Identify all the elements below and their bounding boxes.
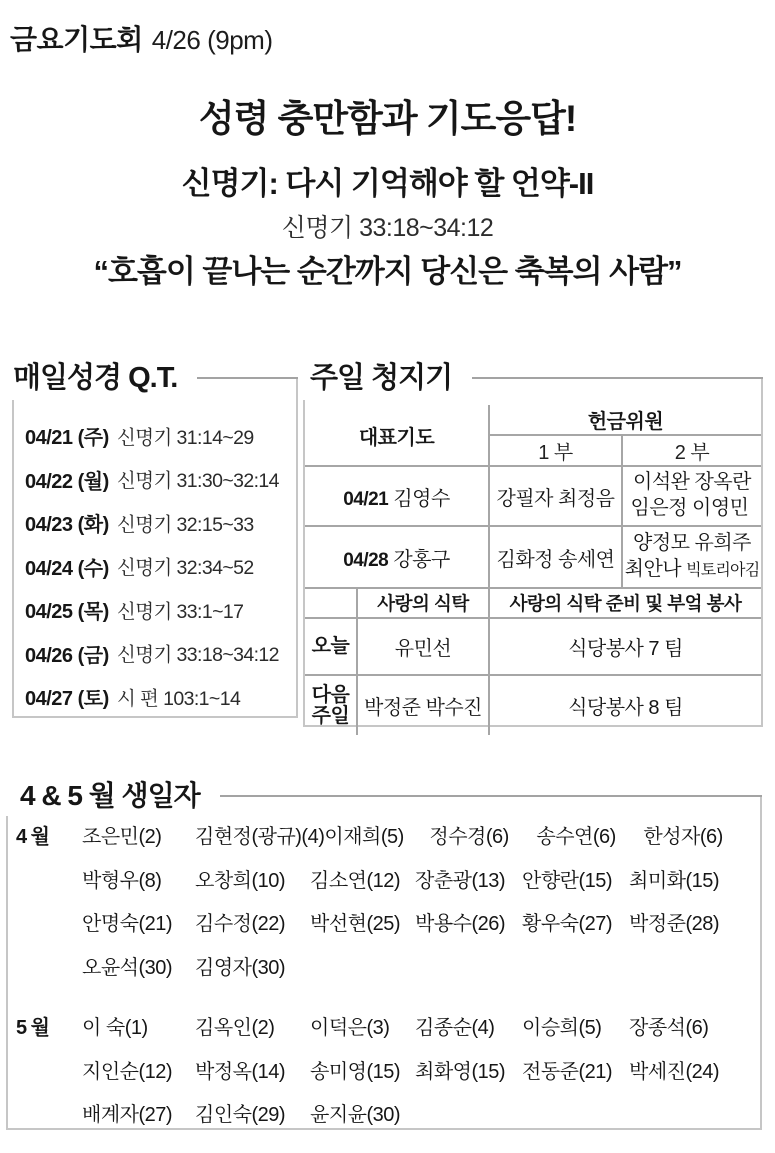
name-row [82, 1094, 760, 1138]
sermon-quote: “호흡이 끝나는 순간까지 당신은 축복의 사람” [93, 254, 682, 289]
meal-team-cell: 식당봉사 7 팀 [489, 618, 761, 675]
birthday-name: 박형우(8) [82, 869, 162, 892]
birthday-name: 김수정(22) [195, 913, 286, 935]
sunday-stewards-section [303, 356, 763, 727]
name-row [82, 816, 760, 860]
meal-team-cell: 식당봉사 8 팀 [489, 675, 761, 735]
stewards-rule [472, 377, 763, 379]
prayer-cell [305, 526, 489, 588]
qt-row [25, 414, 296, 458]
birthday-name: 윤지윤(30) [310, 1104, 401, 1126]
birthday-name: 오창희(10) [195, 869, 286, 892]
qt-reading: 신명기 33:1~17 [117, 600, 244, 623]
birthday-name: 박용수(26) [415, 913, 506, 935]
birthday-name: 이재희(5) [324, 826, 404, 848]
table-row [305, 618, 761, 675]
offering1-cell: 김화정 송세연 [489, 526, 622, 588]
table-row [305, 675, 761, 735]
sermon-series-title: 신명기: 다시 기억해야 할 언약-II [181, 166, 594, 201]
service1-label-cell: 1 부 [489, 435, 622, 466]
table-row [305, 405, 761, 435]
meal-host-cell: 박정준 박수진 [357, 675, 489, 735]
offering2-cell [622, 526, 761, 588]
birthday-name: 한성자(6) [643, 826, 723, 848]
kitchen-header-cell: 사랑의 식탁 준비 및 부엌 봉사 [489, 588, 761, 618]
meal-host-cell: 유민선 [357, 618, 489, 675]
may-names [82, 1007, 760, 1138]
stewards-table [305, 405, 761, 735]
prayer-header-cell: 대표기도 [305, 405, 489, 466]
offering2-names: 임은정 이영민 [630, 497, 749, 519]
qt-reading: 시 편 103:1~14 [117, 687, 241, 710]
birthday-name: 김종순(4) [415, 1017, 495, 1039]
qt-reading: 신명기 31:14~29 [117, 426, 254, 449]
name-row [82, 1051, 760, 1095]
birthday-name: 이승희(5) [522, 1017, 602, 1039]
offering2-line: 양정모 유희주 [633, 532, 751, 554]
birthday-name: 김영자(30) [195, 956, 286, 979]
qt-date: 04/24 (수) [25, 557, 109, 580]
birthday-name: 전동준(21) [522, 1060, 613, 1083]
stewards-box [303, 377, 763, 727]
daily-qt-section [12, 356, 298, 718]
offering2-line: 이석완 장옥란 [633, 471, 751, 493]
birthday-name: 김현정(광규)(4) [195, 826, 325, 848]
daily-qt-rule [197, 377, 298, 379]
qt-reading: 신명기 31:30~32:14 [117, 470, 279, 493]
birthday-name: 김인숙(29) [195, 1104, 286, 1126]
birthdays-rule [220, 795, 762, 797]
birthdays-header [6, 776, 762, 816]
daily-qt-box [12, 377, 298, 718]
qt-date: 04/22 (월) [25, 470, 109, 493]
april-group [16, 816, 760, 990]
birthday-name: 안향란(15) [522, 869, 613, 892]
birthdays-title: 4 & 5 월 생일자 [6, 776, 220, 816]
empty-cell [305, 588, 357, 618]
stewards-header [303, 356, 763, 400]
qt-date: 04/23 (화) [25, 514, 109, 537]
birthday-name: 최미화(15) [629, 869, 720, 892]
birthday-name: 박정옥(14) [195, 1060, 286, 1083]
birthday-name: 장종석(6) [629, 1017, 709, 1039]
offering2-cell [622, 466, 761, 526]
birthdays-section [6, 776, 762, 1130]
name-row [82, 947, 760, 991]
name-row [82, 903, 760, 947]
qt-date: 04/21 (주) [25, 427, 109, 450]
offering2-names-small: 빅토리아김 [686, 562, 760, 579]
qt-row [25, 458, 296, 502]
meal-when-cell [305, 675, 357, 735]
birthdays-box [6, 795, 762, 1130]
meeting-title: 금요기도회 [10, 24, 143, 55]
daily-qt-header [12, 356, 298, 400]
qt-reading: 신명기 33:18~34:12 [117, 644, 279, 667]
qt-row [25, 588, 296, 632]
birthday-name: 김소연(12) [310, 869, 401, 892]
birthday-name: 황우숙(27) [522, 913, 613, 935]
month-label: 5 월 [16, 1017, 49, 1039]
service2-label-cell: 2 부 [622, 435, 761, 466]
qt-row [25, 632, 296, 676]
birthday-name: 이덕은(3) [310, 1017, 390, 1039]
birthday-name: 조은민(2) [82, 826, 162, 848]
qt-date: 04/26 (금) [25, 644, 109, 667]
birthday-name: 이 숙(1) [82, 1017, 148, 1039]
april-names [82, 816, 760, 990]
offering2-line [623, 556, 761, 584]
doc-header [10, 18, 272, 58]
offering2-line [623, 495, 761, 523]
table-row [305, 526, 761, 588]
prayer-person: 강홍구 [393, 548, 450, 571]
birthday-name: 안명숙(21) [82, 913, 173, 935]
offering1-cell: 강필자 최정음 [489, 466, 622, 526]
qt-reading: 신명기 32:15~33 [117, 513, 254, 536]
sermon-passage: 신명기 33:18~34:12 [281, 214, 494, 242]
may-group [16, 1007, 760, 1138]
meal-when: 다음 [311, 683, 350, 706]
qt-reading: 신명기 32:34~52 [117, 557, 254, 580]
meal-when: 오늘 [311, 635, 350, 657]
prayer-cell [305, 466, 489, 526]
name-row [82, 860, 760, 904]
meal-when-cell [305, 618, 357, 675]
birthday-name: 장춘광(13) [415, 869, 506, 892]
meeting-datetime: 4/26 (9pm) [151, 25, 273, 55]
qt-date: 04/27 (토) [25, 688, 109, 711]
table-row [305, 466, 761, 526]
stewards-title: 주일 청지기 [303, 356, 472, 400]
daily-qt-title: 매일성경 Q.T. [12, 356, 197, 400]
birthday-name: 송수연(6) [536, 826, 616, 848]
birthday-name: 박세진(24) [629, 1060, 720, 1083]
offering-header-cell: 헌금위원 [489, 405, 761, 435]
qt-row [25, 675, 296, 719]
table-row [305, 588, 761, 618]
offering2-names: 최안나 [624, 558, 682, 580]
name-row [82, 1007, 760, 1051]
prayer-person: 김영수 [393, 487, 450, 510]
sermon-headline: 성령 충만함과 기도응답! [198, 98, 577, 139]
birthday-name: 배계자(27) [82, 1104, 173, 1126]
birthday-name: 송미영(15) [310, 1060, 401, 1083]
birthday-name: 정수경(6) [429, 826, 509, 848]
birthday-name: 지인순(12) [82, 1060, 173, 1083]
birthday-name: 박선현(25) [310, 913, 401, 935]
steward-date: 04/28 [343, 549, 389, 571]
birthday-name: 오윤석(30) [82, 956, 173, 979]
birthday-name: 김옥인(2) [195, 1017, 275, 1039]
steward-date: 04/21 [343, 488, 389, 510]
meal-when: 주일 [311, 704, 350, 727]
meal-header-cell: 사랑의 식탁 [357, 588, 489, 618]
qt-row [25, 501, 296, 545]
qt-row [25, 545, 296, 589]
birthday-name: 박정준(28) [629, 913, 720, 935]
birthday-name: 최화영(15) [415, 1060, 506, 1083]
qt-date: 04/25 (목) [25, 601, 109, 624]
month-label: 4 월 [16, 826, 49, 848]
